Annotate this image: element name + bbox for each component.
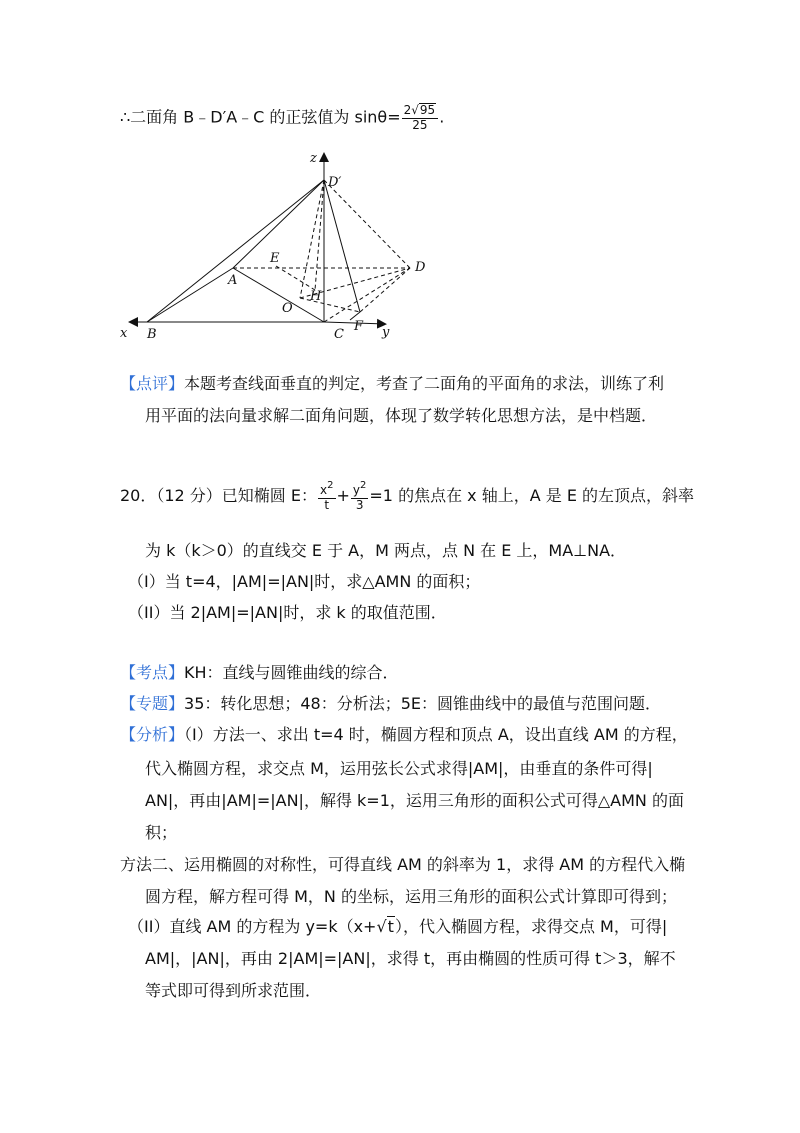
fenxi-line-7: （II）直线 AM 的方程为 y=k（x+√t），代入椭圆方程，求得交点 M，可得|: [128, 917, 668, 936]
kaodian-tag: 【考点】: [120, 663, 185, 682]
edge-Dp-H: [315, 180, 324, 290]
edge-Dp-F: [324, 180, 360, 312]
edge-F-D: [360, 268, 410, 312]
fenxi-line-5: 方法二、运用椭圆的对称性，可得直线 AM 的斜率为 1，求得 AM 的方程代入椭: [120, 855, 686, 874]
zhuanti-tag: 【专题】: [120, 694, 185, 713]
fenxi-tag: 【分析】: [120, 725, 185, 744]
label-y: y: [382, 325, 390, 340]
fenxi-line-1: 【分析】（I）方法一、求出 t=4 时，椭圆方程和顶点 A，设出直线 AM 的方程，: [120, 725, 688, 744]
fenxi-line-8: AM|，|AN|，再由 2|AM|=|AN|，求得 t，再由椭圆的性质可得 t＞3，解不: [145, 949, 676, 968]
label-E: E: [270, 251, 280, 266]
label-z: z: [310, 151, 317, 166]
fenxi-line-2: 代入椭圆方程，求交点 M，运用弦长公式求得|AM|，由垂直的条件可得|: [145, 759, 653, 778]
label-B: B: [147, 327, 157, 342]
edge-Dp-D: [324, 180, 410, 268]
fraction-x2-over-t: $\frac{x^2}{t}$: [320, 480, 334, 512]
label-O: O: [282, 301, 293, 316]
edge-C-D: [324, 268, 410, 322]
label-D: D: [415, 260, 426, 275]
review-line-1: 【点评】本题考查线面垂直的判定，考查了二面角的平面角的求法，训练了利: [120, 374, 665, 393]
fraction-y2-over-3: $\frac{y^2}{3}$: [352, 480, 367, 512]
label-A: A: [228, 273, 238, 288]
label-H: H: [310, 289, 322, 304]
sine-fraction: $\frac{2√95}{25}$: [402, 103, 439, 133]
problem-part-1: （I）当 t=4，|AM|=|AN|时，求△AMN 的面积；: [128, 572, 481, 591]
edge-Dp-B: [147, 180, 324, 322]
edge-B-A: [147, 268, 233, 322]
edge-E-H: [276, 266, 315, 290]
label-C: C: [334, 327, 344, 342]
conclusion-line: ∴二面角 B﹣D′A﹣C 的正弦值为 sinθ= $\frac{2√95}{25}$ .: [120, 103, 445, 132]
geometry-figure: [110, 140, 450, 345]
problem-part-2: （II）当 2|AM|=|AN|时，求 k 的取值范围．: [128, 603, 447, 622]
problem-statement-line-2: 为 k（k＞0）的直线交 E 于 A，M 两点，点 N 在 E 上，MA⊥NA．: [145, 541, 627, 560]
fenxi-line-6: 圆方程，解方程可得 M，N 的坐标，运用三角形的面积公式计算即可得到；: [145, 887, 677, 906]
review-line-2: 用平面的法向量求解二面角问题，体现了数学转化思想方法，是中档题．: [145, 406, 658, 425]
zhuanti-line: 【专题】35：转化思想；48：分析法；5E：圆锥曲线中的最值与范围问题．: [120, 694, 662, 713]
review-tag: 【点评】: [120, 374, 185, 393]
fenxi-line-9: 等式即可得到所求范围．: [145, 981, 322, 1000]
problem-statement-line-1: 20．（12 分）已知椭圆 E： $\frac{x^2}{t}$ + $\frac{y^2}{3}$ =1 的焦点在 x 轴上，A 是 E 的左顶点，斜率: [120, 480, 695, 512]
label-Dp: D′: [328, 175, 342, 190]
fenxi-line-3: AN|，再由|AM|=|AN|，解得 k=1，运用三角形的面积公式可得△AMN 的面: [145, 791, 684, 810]
conclusion-prefix: ∴二面角 B﹣D′A﹣C 的正弦值为 sinθ=: [120, 107, 401, 127]
edge-Dp-O: [300, 180, 324, 298]
fenxi-line-4: 积；: [145, 823, 178, 842]
sqrt-t: t: [387, 917, 394, 936]
label-F: F: [354, 319, 364, 334]
label-x: x: [120, 326, 128, 341]
kaodian-line: 【考点】KH：直线与圆锥曲线的综合．: [120, 663, 399, 682]
